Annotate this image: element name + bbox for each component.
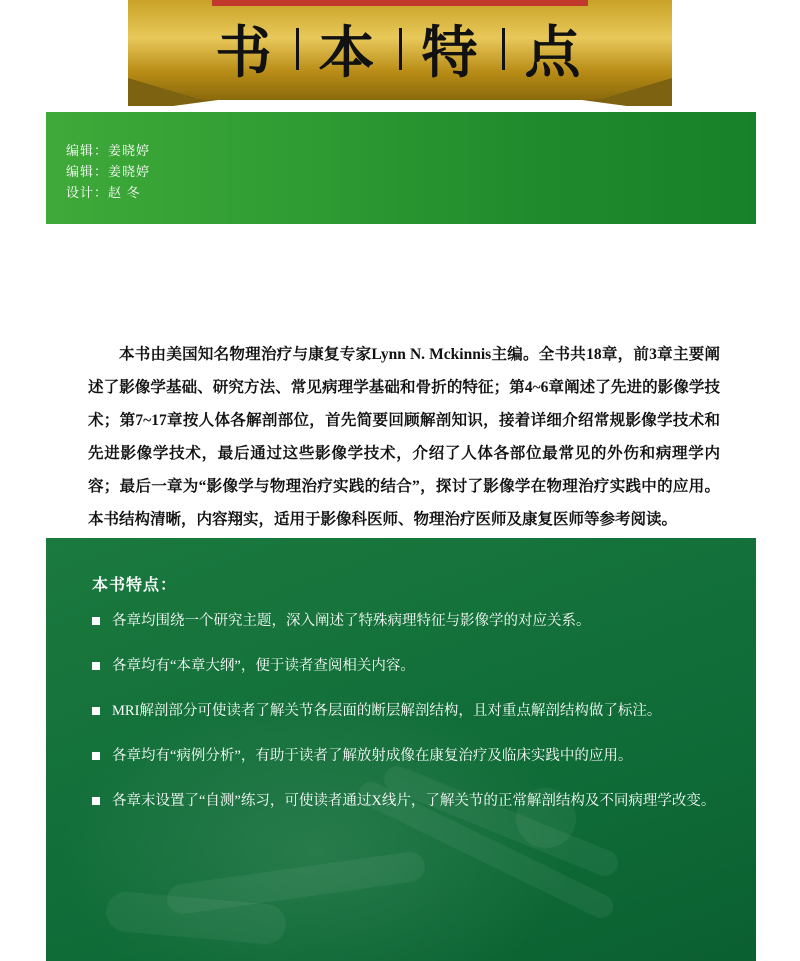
credit-line-3: 设计：赵 冬 <box>66 185 141 200</box>
bullet-square-icon <box>92 752 100 760</box>
features-list <box>92 610 722 835</box>
feature-item-text: 各章均围绕一个研究主题，深入阐述了特殊病理特征与影像学的对应关系。 <box>112 613 591 629</box>
list-item <box>92 790 722 812</box>
features-panel-title: 本书特点： <box>92 577 178 594</box>
credit-line-1: 编辑：姜晓婷 <box>66 143 151 158</box>
list-item <box>92 700 722 722</box>
feature-item-text: 各章均有“本章大纲”，便于读者查阅相关内容。 <box>112 658 415 674</box>
book-cover-strip <box>46 112 756 224</box>
banner-title-char-2: 本 <box>318 21 379 84</box>
book-introduction-paragraph: 本书由美国知名物理治疗与康复专家Lynn N. Mckinnis主编。全书共18章，前3章主要阐述了影像学基础、研究方法、常见病理学基础和骨折的特征；第4~6章阐述了先进的影像学技术；第7~17章按人体各解剖部位，首先简要回顾解剖知识，接着详细介绍常规影像学技术和先进影像学技术，最后通过这些影像学技术，介绍了人体各部位最常见的外伤和病理学内容；最后一章为“影像学与物理治疗实践的结合”，探讨了影像学在物理治疗实践中的应用。本书结构清晰，内容翔实，适用于影像科医师、物理治疗医师及康复医师等参考阅读。 <box>88 346 720 528</box>
page-banner <box>0 0 800 120</box>
book-features-panel <box>46 538 756 961</box>
feature-item-text: 各章末设置了“自测”练习，可使读者通过X线片，了解关节的正常解剖结构及不同病理学改变。 <box>112 793 716 809</box>
banner-title-char-3: 特 <box>421 21 482 84</box>
banner-title-separator-1 <box>296 28 299 70</box>
bullet-square-icon <box>92 707 100 715</box>
credit-line-2: 编辑：姜晓婷 <box>66 164 151 179</box>
list-item <box>92 610 722 632</box>
banner-title-separator-2 <box>399 28 402 70</box>
feature-item-text: 各章均有“病例分析”，有助于读者了解放射成像在康复治疗及临床实践中的应用。 <box>112 748 633 764</box>
feature-item-text: MRI解剖部分可使读者了解关节各层面的断层解剖结构，且对重点解剖结构做了标注。 <box>112 703 662 719</box>
credits-block <box>66 140 150 203</box>
list-item <box>92 655 722 677</box>
banner-title-char-1: 书 <box>215 21 276 84</box>
banner-title-char-4: 点 <box>524 21 585 84</box>
bullet-square-icon <box>92 617 100 625</box>
banner-title <box>128 6 672 92</box>
bullet-square-icon <box>92 797 100 805</box>
bullet-square-icon <box>92 662 100 670</box>
list-item <box>92 745 722 767</box>
banner-title-separator-3 <box>502 28 505 70</box>
